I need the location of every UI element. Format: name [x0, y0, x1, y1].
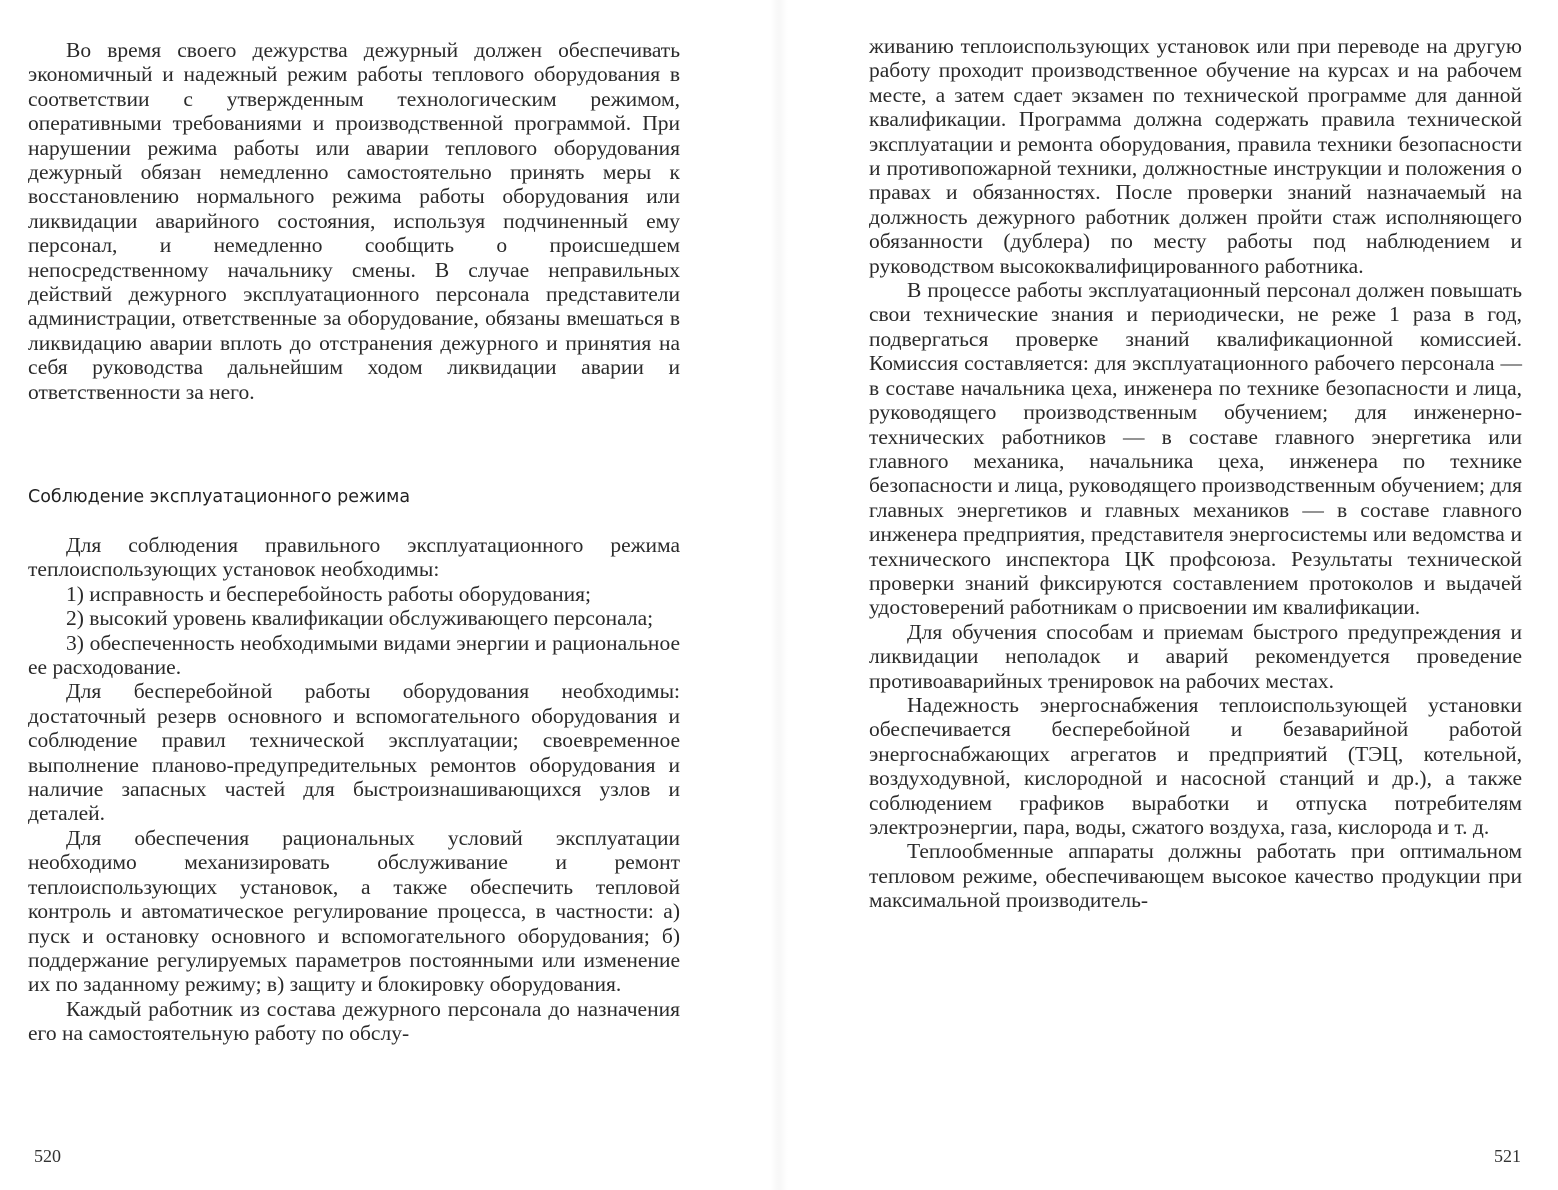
- paragraph: Во время своего дежурства дежурный должен обеспечивать экономичный и надежный режим работы теплового оборудования в соответствии с утвержденным технологическим режимом, оперативными требованиями и производственной программой. При нарушении режима работы или аварии теплового оборудования дежурный обязан немедленно самостоятельно принять меры к восстановлению нормального режима работы оборудования или ликвидации аварийного состояния, используя подчиненный ему персонал, и немедленно сообщить о происшедшем непосредственному начальнику смены. В случае неправильных действий дежурного эксплуатационного персонала представители администрации, ответственные за оборудование, обязаны вмешаться в ликвидацию аварии вплоть до отстранения дежурного и принятия на себя руководства дальнейшим ходом ликвидации аварии и ответственности за него.: [28, 38, 680, 404]
- list-item: 2) высокий уровень квалификации обслуживающего персонала;: [66, 606, 654, 631]
- section-heading: Соблюдение эксплуатационного режима: [28, 487, 411, 507]
- paragraph: Для соблюдения правильного эксплуатационного режима теплоиспользующих установок необходимы:: [28, 533, 680, 582]
- page-number-right: 521: [1494, 1146, 1521, 1166]
- paragraph: Для бесперебойной работы оборудования необходимы: достаточный резерв основного и вспомогательного оборудования и соблюдение правил технической эксплуатации; своевременное выполнение планово-предупредительных ремонтов оборудования и наличие запасных частей для быстроизнашивающихся узлов и деталей.: [28, 679, 680, 826]
- paragraph: Для обеспечения рациональных условий эксплуатации необходимо механизировать обслуживание и ремонт теплоиспользующих установок, а также обеспечить тепловой контроль и автоматическое регулирование процесса, в частности: а) пуск и остановку основного и вспомогательного оборудования; б) поддержание регулируемых параметров постоянными или изменение их по заданному режиму; в) защиту и блокировку оборудования.: [28, 825, 680, 997]
- paragraph: В процессе работы эксплуатационный персонал должен повышать свои технические знания и периодически, не реже 1 раза в год, подвергаться проверке знаний квалификационной комиссией. Комиссия составляется: для эксплуатационного рабочего персонала — в составе начальника цеха, инженера по технике безопасности и лица, руководящего производственным обучением; для инженерно-технических работников — в составе главного энергетика или главного механика, начальника цеха, инженера по технике безопасности и лица, руководящего производственным обучением; для главных энергетиков и главных механиков — в составе главного инженера предприятия, представителя энергосистемы или ведомства и технического инспектора ЦК профсоюза. Результаты технической проверки знаний фиксируются составлением протоколов и выдачей удостоверений работникам о присвоении им квалификации.: [869, 278, 1522, 620]
- paragraph: Надежность энергоснабжения теплоиспользующей установки обеспечивается бесперебойной и безаварийной работой энергоснабжающих агрегатов и предприятий (ТЭЦ, котельной, воздуходувной, кислородной и насосной станций и др.), а также соблюдением графиков выработки и отпуска потребителям электроэнергии, пара, воды, сжатого воздуха, газа, кислорода и т. д.: [869, 692, 1522, 839]
- right-page: [779, 0, 1558, 1190]
- paragraph: Теплообменные аппараты должны работать при оптимальном тепловом режиме, обеспечивающем высокое качество продукции при максимальной производитель-: [869, 839, 1522, 913]
- right-text-block: [869, 34, 1522, 913]
- paragraph: Каждый работник из состава дежурного персонала до назначения его на самостоятельную работу по обслу-: [28, 996, 680, 1046]
- left-text-block-1: [28, 38, 680, 404]
- page-number-left: 520: [34, 1146, 61, 1166]
- left-text-block-2: [28, 533, 680, 1046]
- list-item: 3) обеспеченность необходимыми видами энергии и рациональное ее расходование.: [28, 630, 680, 680]
- paragraph: Для обучения способам и приемам быстрого предупреждения и ликвидации неполадок и аварий рекомендуется проведение противоаварийных тренировок на рабочих местах.: [869, 619, 1522, 693]
- list-item: 1) исправность и бесперебойность работы оборудования;: [66, 581, 591, 606]
- paragraph: живанию теплоиспользующих установок или при переводе на другую работу проходит производственное обучение на курсах и на рабочем месте, а затем сдает экзамен по технической программе для данной квалификации. Программа должна содержать правила технической эксплуатации и ремонта оборудования, правила техники безопасности и противопожарной техники, должностные инструкции и положения о правах и обязанностях. После проверки знаний назначаемый на должность дежурного работник должен пройти стаж исполняющего обязанности (дублера) по месту работы под наблюдением и руководством высококвалифицированного работника.: [869, 34, 1522, 278]
